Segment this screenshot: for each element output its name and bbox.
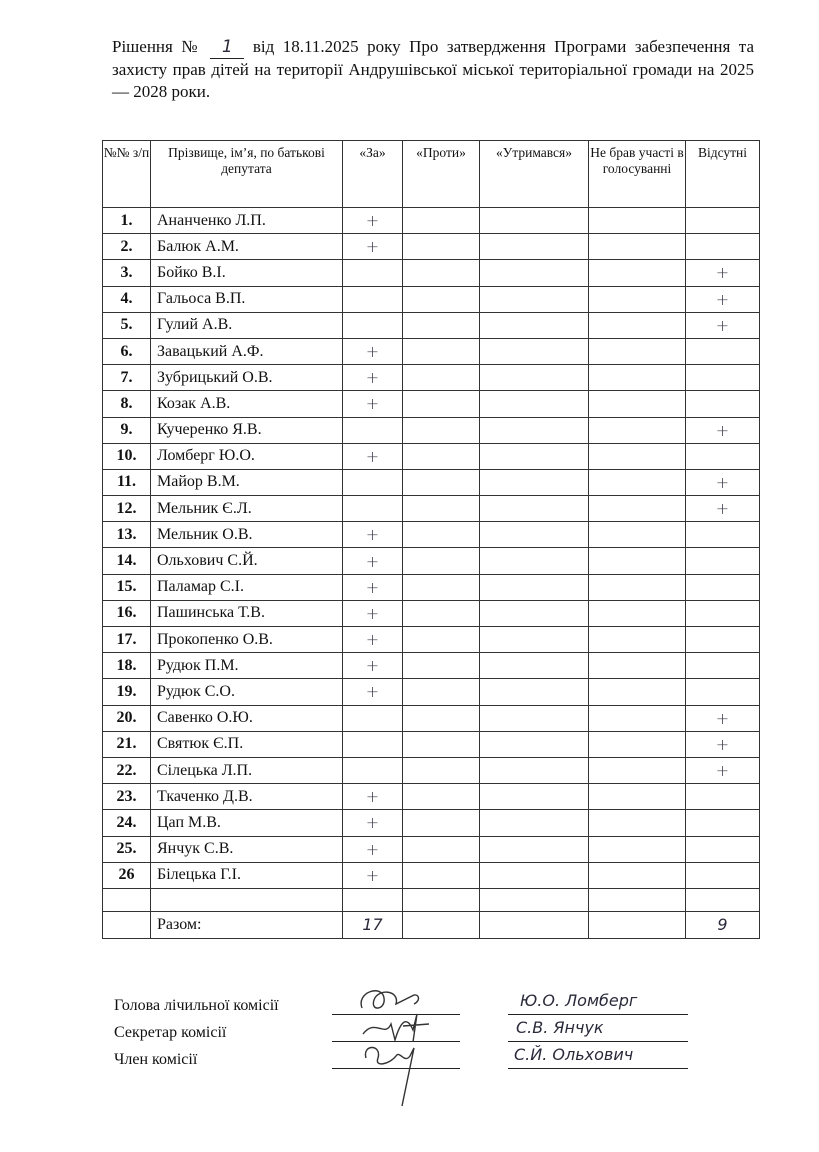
deputy-name: Ломберг Ю.О. xyxy=(151,443,343,469)
table-row xyxy=(103,260,760,286)
vote-ne-brav-cell xyxy=(589,548,686,574)
row-number: 2. xyxy=(103,234,151,260)
total-label: Разом: xyxy=(151,911,343,938)
table-row xyxy=(103,784,760,810)
vote-ne-brav-cell xyxy=(589,469,686,495)
deputy-name: Завацький А.Ф. xyxy=(151,338,343,364)
vote-utrymavsia-cell xyxy=(480,705,589,731)
deputy-name: Ананченко Л.П. xyxy=(151,208,343,234)
vote-proty-cell xyxy=(403,469,480,495)
vote-za-cell: + xyxy=(343,784,403,810)
deputy-name: Зубрицький О.В. xyxy=(151,365,343,391)
vote-proty-cell xyxy=(403,312,480,338)
vote-utrymavsia-cell xyxy=(480,810,589,836)
vote-ne-brav-cell xyxy=(589,731,686,757)
vote-proty-cell xyxy=(403,679,480,705)
vote-utrymavsia-cell xyxy=(480,260,589,286)
row-number: 4. xyxy=(103,286,151,312)
vote-utrymavsia-cell xyxy=(480,653,589,679)
vote-ne-brav-cell xyxy=(589,627,686,653)
row-number: 16. xyxy=(103,600,151,626)
vote-za-cell xyxy=(343,496,403,522)
vote-proty-cell xyxy=(403,365,480,391)
table-row xyxy=(103,548,760,574)
vote-proty-cell xyxy=(403,496,480,522)
vote-ne-brav-cell xyxy=(589,234,686,260)
vote-ne-brav-cell xyxy=(589,862,686,888)
deputy-name: Янчук С.В. xyxy=(151,836,343,862)
table-row xyxy=(103,443,760,469)
vote-vidsutni-cell xyxy=(686,836,760,862)
vote-utrymavsia-cell xyxy=(480,548,589,574)
vote-utrymavsia-cell xyxy=(480,836,589,862)
col-header-za: «За» xyxy=(343,141,403,208)
table-row xyxy=(103,653,760,679)
col-header-name: Прізвище, ім’я, по батькові депутата xyxy=(151,141,343,208)
table-row xyxy=(103,469,760,495)
col-header-vidsutni: Відсутні xyxy=(686,141,760,208)
vote-proty-cell xyxy=(403,338,480,364)
table-header-row xyxy=(103,141,760,208)
vote-ne-brav-cell xyxy=(589,705,686,731)
deputy-name: Сілецька Л.П. xyxy=(151,757,343,783)
vote-proty-cell xyxy=(403,548,480,574)
vote-proty-cell xyxy=(403,810,480,836)
row-number: 24. xyxy=(103,810,151,836)
vote-proty-cell xyxy=(403,260,480,286)
vote-za-cell xyxy=(343,286,403,312)
vote-vidsutni-cell xyxy=(686,784,760,810)
vote-ne-brav-cell xyxy=(589,600,686,626)
vote-vidsutni-cell: + xyxy=(686,705,760,731)
row-number: 17. xyxy=(103,627,151,653)
vote-za-cell xyxy=(343,469,403,495)
deputy-name: Рудюк С.О. xyxy=(151,679,343,705)
vote-vidsutni-cell xyxy=(686,862,760,888)
vote-utrymavsia-cell xyxy=(480,627,589,653)
table-row-empty xyxy=(103,888,760,911)
deputy-name: Бойко В.І. xyxy=(151,260,343,286)
vote-proty-cell xyxy=(403,417,480,443)
vote-utrymavsia-cell xyxy=(480,784,589,810)
table-row xyxy=(103,391,760,417)
vote-utrymavsia-cell xyxy=(480,862,589,888)
decision-text: від 18.11.2025 року Про затвердження Програми забезпечення та захисту прав дітей на території Андрушівської міської територіальної громади на 2025 — 2028 роки. xyxy=(112,37,754,101)
table-row xyxy=(103,574,760,600)
table-row xyxy=(103,862,760,888)
deputy-name: Мельник Є.Л. xyxy=(151,496,343,522)
vote-za-cell: + xyxy=(343,862,403,888)
vote-proty-cell xyxy=(403,574,480,600)
deputy-name: Мельник О.В. xyxy=(151,522,343,548)
vote-za-cell: + xyxy=(343,365,403,391)
vote-proty-cell xyxy=(403,286,480,312)
vote-vidsutni-cell xyxy=(686,600,760,626)
row-number: 23. xyxy=(103,784,151,810)
empty-cell xyxy=(480,888,589,911)
vote-vidsutni-cell: + xyxy=(686,286,760,312)
deputy-name: Гальоса В.П. xyxy=(151,286,343,312)
vote-vidsutni-cell xyxy=(686,522,760,548)
table-row xyxy=(103,312,760,338)
row-number: 14. xyxy=(103,548,151,574)
table-row xyxy=(103,836,760,862)
total-utrymavsia xyxy=(480,911,589,938)
voting-table-body xyxy=(103,208,760,939)
handwritten-signature-member xyxy=(360,1038,440,1108)
table-row xyxy=(103,627,760,653)
vote-za-cell: + xyxy=(343,679,403,705)
vote-proty-cell xyxy=(403,705,480,731)
vote-ne-brav-cell xyxy=(589,653,686,679)
table-row xyxy=(103,810,760,836)
table-row xyxy=(103,496,760,522)
table-row xyxy=(103,731,760,757)
vote-za-cell xyxy=(343,757,403,783)
vote-vidsutni-cell xyxy=(686,679,760,705)
vote-za-cell xyxy=(343,312,403,338)
role-member: Член комісії xyxy=(114,1051,198,1068)
vote-za-cell: + xyxy=(343,522,403,548)
vote-ne-brav-cell xyxy=(589,810,686,836)
vote-za-cell xyxy=(343,260,403,286)
total-vidsutni: 9 xyxy=(686,911,760,938)
vote-proty-cell xyxy=(403,757,480,783)
table-row xyxy=(103,679,760,705)
vote-ne-brav-cell xyxy=(589,522,686,548)
empty-cell xyxy=(343,888,403,911)
decision-number: 1 xyxy=(210,36,244,59)
vote-za-cell xyxy=(343,731,403,757)
vote-vidsutni-cell xyxy=(686,548,760,574)
deputy-name: Ткаченко Д.В. xyxy=(151,784,343,810)
vote-proty-cell xyxy=(403,836,480,862)
signature-name-member: С.Й. Ольхович xyxy=(514,1045,634,1064)
row-number: 20. xyxy=(103,705,151,731)
vote-ne-brav-cell xyxy=(589,312,686,338)
vote-vidsutni-cell xyxy=(686,627,760,653)
total-za: 17 xyxy=(343,911,403,938)
vote-za-cell: + xyxy=(343,810,403,836)
vote-utrymavsia-cell xyxy=(480,679,589,705)
vote-utrymavsia-cell xyxy=(480,496,589,522)
vote-ne-brav-cell xyxy=(589,574,686,600)
signature-name-chair: Ю.О. Ломберг xyxy=(520,991,638,1010)
row-number: 10. xyxy=(103,443,151,469)
row-number: 9. xyxy=(103,417,151,443)
vote-vidsutni-cell xyxy=(686,653,760,679)
vote-vidsutni-cell xyxy=(686,208,760,234)
vote-za-cell xyxy=(343,705,403,731)
vote-ne-brav-cell xyxy=(589,679,686,705)
vote-proty-cell xyxy=(403,731,480,757)
vote-za-cell: + xyxy=(343,600,403,626)
vote-utrymavsia-cell xyxy=(480,286,589,312)
vote-vidsutni-cell xyxy=(686,391,760,417)
vote-ne-brav-cell xyxy=(589,757,686,783)
empty-cell xyxy=(103,888,151,911)
vote-proty-cell xyxy=(403,443,480,469)
col-header-ne-brav: Не брав участі в голосуванні xyxy=(589,141,686,208)
table-row-total xyxy=(103,911,760,938)
table-row xyxy=(103,522,760,548)
row-number: 26 xyxy=(103,862,151,888)
vote-za-cell: + xyxy=(343,338,403,364)
total-ne-brav xyxy=(589,911,686,938)
deputy-name: Прокопенко О.В. xyxy=(151,627,343,653)
vote-ne-brav-cell xyxy=(589,784,686,810)
total-proty xyxy=(403,911,480,938)
deputy-name: Пашинська Т.В. xyxy=(151,600,343,626)
empty-cell xyxy=(589,888,686,911)
deputy-name: Гулий А.В. xyxy=(151,312,343,338)
vote-ne-brav-cell xyxy=(589,365,686,391)
deputy-name: Святюк Є.П. xyxy=(151,731,343,757)
vote-za-cell: + xyxy=(343,443,403,469)
deputy-name: Кучеренко Я.В. xyxy=(151,417,343,443)
vote-za-cell: + xyxy=(343,548,403,574)
vote-vidsutni-cell: + xyxy=(686,469,760,495)
vote-za-cell: + xyxy=(343,574,403,600)
vote-za-cell: + xyxy=(343,836,403,862)
vote-vidsutni-cell xyxy=(686,234,760,260)
vote-vidsutni-cell xyxy=(686,443,760,469)
voting-table xyxy=(102,140,760,939)
deputy-name: Цап М.В. xyxy=(151,810,343,836)
vote-proty-cell xyxy=(403,600,480,626)
row-number: 15. xyxy=(103,574,151,600)
vote-utrymavsia-cell xyxy=(480,208,589,234)
vote-za-cell: + xyxy=(343,391,403,417)
vote-utrymavsia-cell xyxy=(480,312,589,338)
row-number: 7. xyxy=(103,365,151,391)
signature-line xyxy=(508,1014,688,1015)
decision-heading xyxy=(112,36,754,103)
deputy-name: Майор В.М. xyxy=(151,469,343,495)
vote-ne-brav-cell xyxy=(589,286,686,312)
vote-ne-brav-cell xyxy=(589,260,686,286)
table-row xyxy=(103,338,760,364)
row-number: 19. xyxy=(103,679,151,705)
table-row xyxy=(103,417,760,443)
table-row xyxy=(103,705,760,731)
vote-utrymavsia-cell xyxy=(480,417,589,443)
signature-line xyxy=(508,1041,688,1042)
vote-za-cell: + xyxy=(343,653,403,679)
role-chair: Голова лічильної комісії xyxy=(114,997,279,1014)
vote-vidsutni-cell: + xyxy=(686,260,760,286)
col-header-utrymavsia: «Утримався» xyxy=(480,141,589,208)
vote-utrymavsia-cell xyxy=(480,522,589,548)
vote-vidsutni-cell: + xyxy=(686,496,760,522)
deputy-name: Білецька Г.І. xyxy=(151,862,343,888)
vote-za-cell: + xyxy=(343,234,403,260)
vote-vidsutni-cell: + xyxy=(686,417,760,443)
empty-cell xyxy=(686,888,760,911)
vote-vidsutni-cell xyxy=(686,574,760,600)
table-row xyxy=(103,234,760,260)
table-row xyxy=(103,365,760,391)
table-row xyxy=(103,600,760,626)
vote-proty-cell xyxy=(403,862,480,888)
vote-vidsutni-cell xyxy=(686,810,760,836)
vote-za-cell: + xyxy=(343,208,403,234)
vote-proty-cell xyxy=(403,784,480,810)
vote-proty-cell xyxy=(403,627,480,653)
col-header-number: №№ з/п xyxy=(103,141,151,208)
vote-utrymavsia-cell xyxy=(480,574,589,600)
vote-ne-brav-cell xyxy=(589,338,686,364)
row-number: 11. xyxy=(103,469,151,495)
deputy-name: Паламар С.І. xyxy=(151,574,343,600)
row-number: 6. xyxy=(103,338,151,364)
deputy-name: Савенко О.Ю. xyxy=(151,705,343,731)
vote-ne-brav-cell xyxy=(589,496,686,522)
vote-vidsutni-cell: + xyxy=(686,312,760,338)
vote-utrymavsia-cell xyxy=(480,469,589,495)
empty-cell xyxy=(403,888,480,911)
empty-cell xyxy=(103,911,151,938)
signature-line xyxy=(508,1068,688,1069)
signature-name-secretary: С.В. Янчук xyxy=(516,1018,604,1037)
vote-vidsutni-cell xyxy=(686,365,760,391)
row-number: 3. xyxy=(103,260,151,286)
vote-utrymavsia-cell xyxy=(480,757,589,783)
empty-cell xyxy=(151,888,343,911)
row-number: 21. xyxy=(103,731,151,757)
col-header-proty: «Проти» xyxy=(403,141,480,208)
vote-utrymavsia-cell xyxy=(480,365,589,391)
row-number: 22. xyxy=(103,757,151,783)
vote-proty-cell xyxy=(403,653,480,679)
vote-utrymavsia-cell xyxy=(480,391,589,417)
vote-utrymavsia-cell xyxy=(480,600,589,626)
vote-proty-cell xyxy=(403,391,480,417)
vote-utrymavsia-cell xyxy=(480,234,589,260)
vote-ne-brav-cell xyxy=(589,208,686,234)
row-number: 12. xyxy=(103,496,151,522)
row-number: 18. xyxy=(103,653,151,679)
vote-vidsutni-cell: + xyxy=(686,731,760,757)
vote-utrymavsia-cell xyxy=(480,443,589,469)
row-number: 25. xyxy=(103,836,151,862)
vote-proty-cell xyxy=(403,234,480,260)
row-number: 8. xyxy=(103,391,151,417)
row-number: 1. xyxy=(103,208,151,234)
vote-ne-brav-cell xyxy=(589,836,686,862)
decision-prefix: Рішення № xyxy=(112,37,202,56)
deputy-name: Ольхович С.Й. xyxy=(151,548,343,574)
role-secretary: Секретар комісії xyxy=(114,1024,227,1041)
deputy-name: Балюк А.М. xyxy=(151,234,343,260)
vote-proty-cell xyxy=(403,208,480,234)
vote-ne-brav-cell xyxy=(589,391,686,417)
vote-za-cell xyxy=(343,417,403,443)
table-row xyxy=(103,757,760,783)
deputy-name: Козак А.В. xyxy=(151,391,343,417)
row-number: 13. xyxy=(103,522,151,548)
vote-vidsutni-cell xyxy=(686,338,760,364)
row-number: 5. xyxy=(103,312,151,338)
vote-ne-brav-cell xyxy=(589,443,686,469)
deputy-name: Рудюк П.М. xyxy=(151,653,343,679)
vote-vidsutni-cell: + xyxy=(686,757,760,783)
vote-utrymavsia-cell xyxy=(480,338,589,364)
vote-proty-cell xyxy=(403,522,480,548)
table-row xyxy=(103,286,760,312)
vote-ne-brav-cell xyxy=(589,417,686,443)
table-row xyxy=(103,208,760,234)
vote-utrymavsia-cell xyxy=(480,731,589,757)
vote-za-cell: + xyxy=(343,627,403,653)
signature-block xyxy=(114,992,279,1073)
